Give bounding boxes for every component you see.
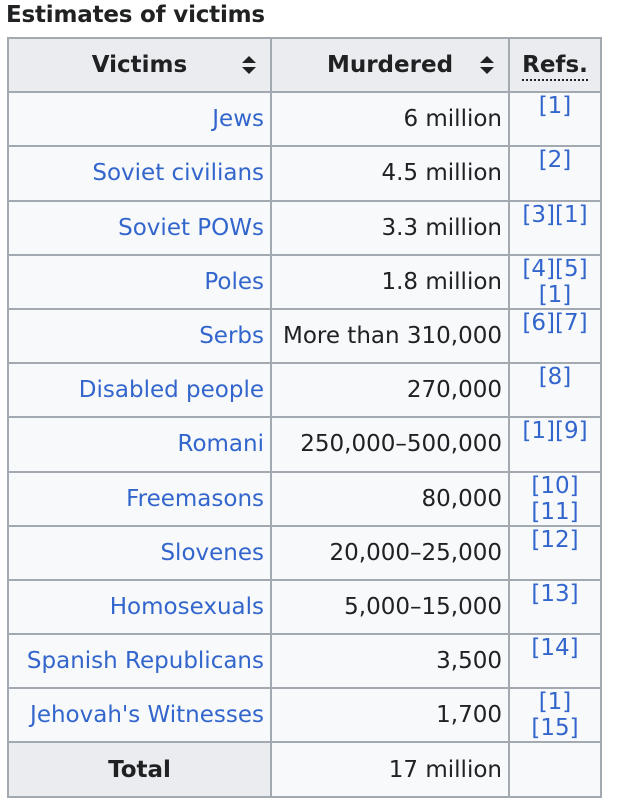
table-row xyxy=(8,688,601,742)
column-header-murdered-label: Murdered xyxy=(326,52,454,79)
victim-group-link[interactable]: Jehovah's Witnesses xyxy=(8,688,271,742)
refs-cell xyxy=(509,688,601,742)
column-header-refs-label[interactable]: Refs. xyxy=(522,52,588,81)
murdered-count: 250,000–500,000 xyxy=(271,417,509,471)
victim-group-link[interactable]: Soviet POWs xyxy=(8,201,271,255)
sort-arrows-icon[interactable] xyxy=(242,56,256,74)
reference-link[interactable]: [4] xyxy=(522,255,555,282)
reference-link[interactable]: [1] xyxy=(522,418,555,445)
total-label: Total xyxy=(8,742,271,796)
murdered-count: 6 million xyxy=(271,92,509,146)
table-body xyxy=(8,92,601,796)
victim-group-link[interactable]: Serbs xyxy=(8,309,271,363)
murdered-count: 270,000 xyxy=(271,363,509,417)
refs-cell xyxy=(509,201,601,255)
sort-arrows-icon[interactable] xyxy=(480,56,494,74)
reference-link[interactable]: [11] xyxy=(531,498,579,525)
refs-cell xyxy=(509,417,601,471)
reference-link[interactable]: [1] xyxy=(538,93,572,120)
reference-link[interactable]: [10] xyxy=(531,472,579,499)
refs-cell xyxy=(509,580,601,634)
murdered-count: 80,000 xyxy=(271,472,509,526)
refs-cell xyxy=(509,472,601,526)
table-row xyxy=(8,309,601,363)
victim-group-link[interactable]: Spanish Republicans xyxy=(8,634,271,688)
murdered-count: 3,500 xyxy=(271,634,509,688)
reference-link[interactable]: [1] xyxy=(538,689,572,716)
total-value: 17 million xyxy=(271,742,509,796)
refs-cell xyxy=(509,363,601,417)
victim-group-link[interactable]: Soviet civilians xyxy=(8,146,271,200)
total-refs-cell xyxy=(509,742,601,796)
table-caption: Estimates of victims xyxy=(6,2,265,28)
column-header-refs[interactable] xyxy=(509,38,601,92)
victims-table xyxy=(7,37,602,798)
murdered-count: 20,000–25,000 xyxy=(271,526,509,580)
reference-link[interactable]: [3] xyxy=(522,201,555,228)
murdered-count: 4.5 million xyxy=(271,146,509,200)
victim-group-link[interactable]: Slovenes xyxy=(8,526,271,580)
refs-cell xyxy=(509,146,601,200)
victim-group-link[interactable]: Jews xyxy=(8,92,271,146)
column-header-murdered[interactable] xyxy=(271,38,509,92)
table-row xyxy=(8,255,601,309)
reference-link[interactable]: [6] xyxy=(522,309,555,336)
victim-group-link[interactable]: Homosexuals xyxy=(8,580,271,634)
refs-cell xyxy=(509,309,601,363)
murdered-count: 5,000–15,000 xyxy=(271,580,509,634)
reference-link[interactable]: [9] xyxy=(555,418,588,445)
reference-link[interactable]: [14] xyxy=(531,635,579,662)
table-row xyxy=(8,201,601,255)
table-row xyxy=(8,417,601,471)
column-header-victims-label: Victims xyxy=(91,52,188,79)
table-row xyxy=(8,526,601,580)
murdered-count: More than 310,000 xyxy=(271,309,509,363)
column-header-victims[interactable] xyxy=(8,38,271,92)
total-row xyxy=(8,742,601,796)
reference-link[interactable]: [5] xyxy=(555,255,588,282)
reference-link[interactable]: [8] xyxy=(538,364,572,391)
refs-cell xyxy=(509,92,601,146)
murdered-count: 1,700 xyxy=(271,688,509,742)
victim-group-link[interactable]: Freemasons xyxy=(8,472,271,526)
reference-link[interactable]: [1] xyxy=(555,201,588,228)
reference-link[interactable]: [2] xyxy=(538,147,572,174)
table-row xyxy=(8,92,601,146)
refs-cell xyxy=(509,255,601,309)
reference-link[interactable]: [13] xyxy=(531,580,579,607)
murdered-count: 1.8 million xyxy=(271,255,509,309)
reference-link[interactable]: [12] xyxy=(531,526,579,553)
table-row xyxy=(8,634,601,688)
reference-link[interactable]: [1] xyxy=(538,281,572,308)
table-row xyxy=(8,146,601,200)
reference-link[interactable]: [7] xyxy=(555,309,588,336)
victim-group-link[interactable]: Disabled people xyxy=(8,363,271,417)
victim-group-link[interactable]: Poles xyxy=(8,255,271,309)
header-row xyxy=(8,38,601,92)
murdered-count: 3.3 million xyxy=(271,201,509,255)
reference-link[interactable]: [15] xyxy=(531,715,579,742)
refs-cell xyxy=(509,526,601,580)
victim-group-link[interactable]: Romani xyxy=(8,417,271,471)
table-row xyxy=(8,472,601,526)
table-row xyxy=(8,580,601,634)
table-row xyxy=(8,363,601,417)
refs-cell xyxy=(509,634,601,688)
